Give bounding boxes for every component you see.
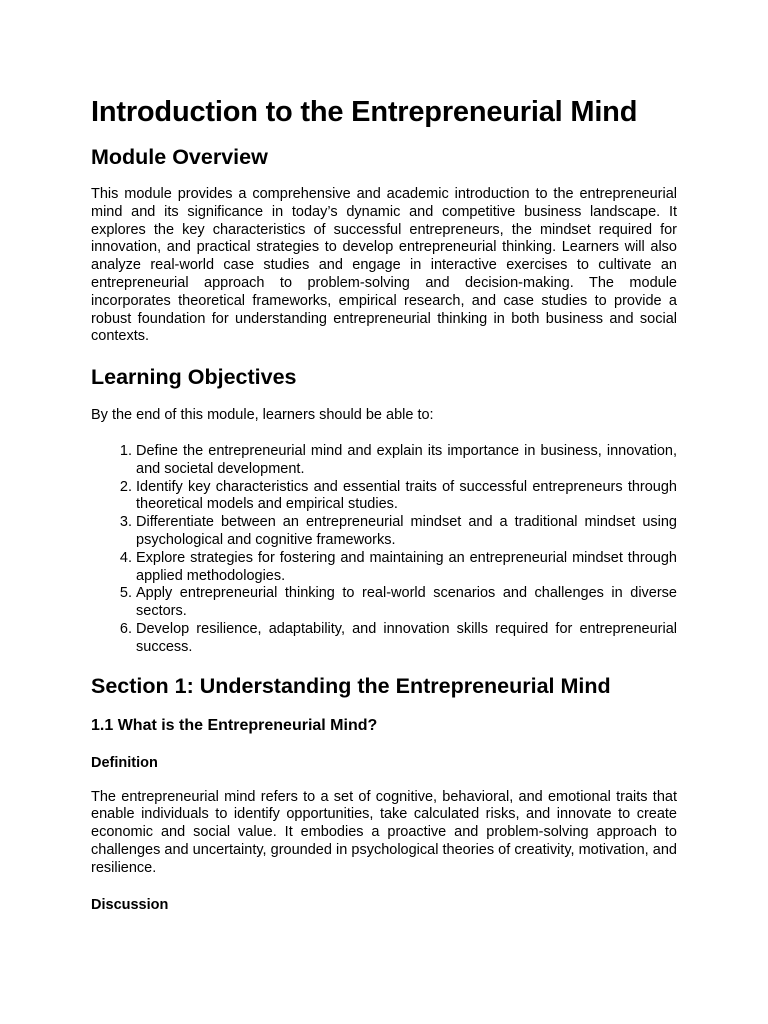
discussion-heading: Discussion <box>91 896 169 913</box>
learning-objectives-list <box>91 443 677 657</box>
subsection-1-1-heading: 1.1 What is the Entrepreneurial Mind? <box>91 716 378 734</box>
list-item: 3. Differentiate between an entrepreneurial mindset and a traditional mindset using psychological and cognitive frameworks. <box>136 514 677 550</box>
section-1-heading: Section 1: Understanding the Entrepreneurial Mind <box>91 673 611 698</box>
definition-heading: Definition <box>91 754 158 771</box>
module-overview-paragraph: This module provides a comprehensive and academic introduction to the entrepreneurial mind and its significance in today’s dynamic and competitive business landscape. It explores the key characteristics of successful entrepreneurs, the mindset required for innovation, and practical strategies to develop entrepreneurial thinking. Learners will also analyze real-world case studies and engage in interactive exercises to cultivate an entrepreneurial approach to problem-solving and decision-making. The module incorporates theoretical frameworks, empirical research, and case studies to provide a robust foundation for understanding entrepreneurial thinking in both business and social contexts. <box>91 186 677 345</box>
list-item: 1. Define the entrepreneurial mind and explain its importance in business, innovation, and societal development. <box>136 443 677 479</box>
list-item: 2. Identify key characteristics and essential traits of successful entrepreneurs through theoretical models and empirical studies. <box>136 479 677 515</box>
learning-objectives-intro: By the end of this module, learners should be able to: <box>91 407 434 424</box>
list-item: 5. Apply entrepreneurial thinking to real-world scenarios and challenges in diverse sectors. <box>136 585 677 621</box>
list-item: 6. Develop resilience, adaptability, and innovation skills required for entrepreneurial success. <box>136 621 677 657</box>
module-overview-heading: Module Overview <box>91 145 268 169</box>
definition-paragraph: The entrepreneurial mind refers to a set of cognitive, behavioral, and emotional traits that enable individuals to identify opportunities, take calculated risks, and innovate to create economic and social value. It embodies a proactive and problem-solving approach to challenges and uncertainty, grounded in psychological theories of creativity, motivation, and resilience. <box>91 788 677 876</box>
document-title: Introduction to the Entrepreneurial Mind <box>91 96 638 128</box>
list-item: 4. Explore strategies for fostering and maintaining an entrepreneurial mindset through applied methodologies. <box>136 550 677 586</box>
learning-objectives-heading: Learning Objectives <box>91 365 297 390</box>
